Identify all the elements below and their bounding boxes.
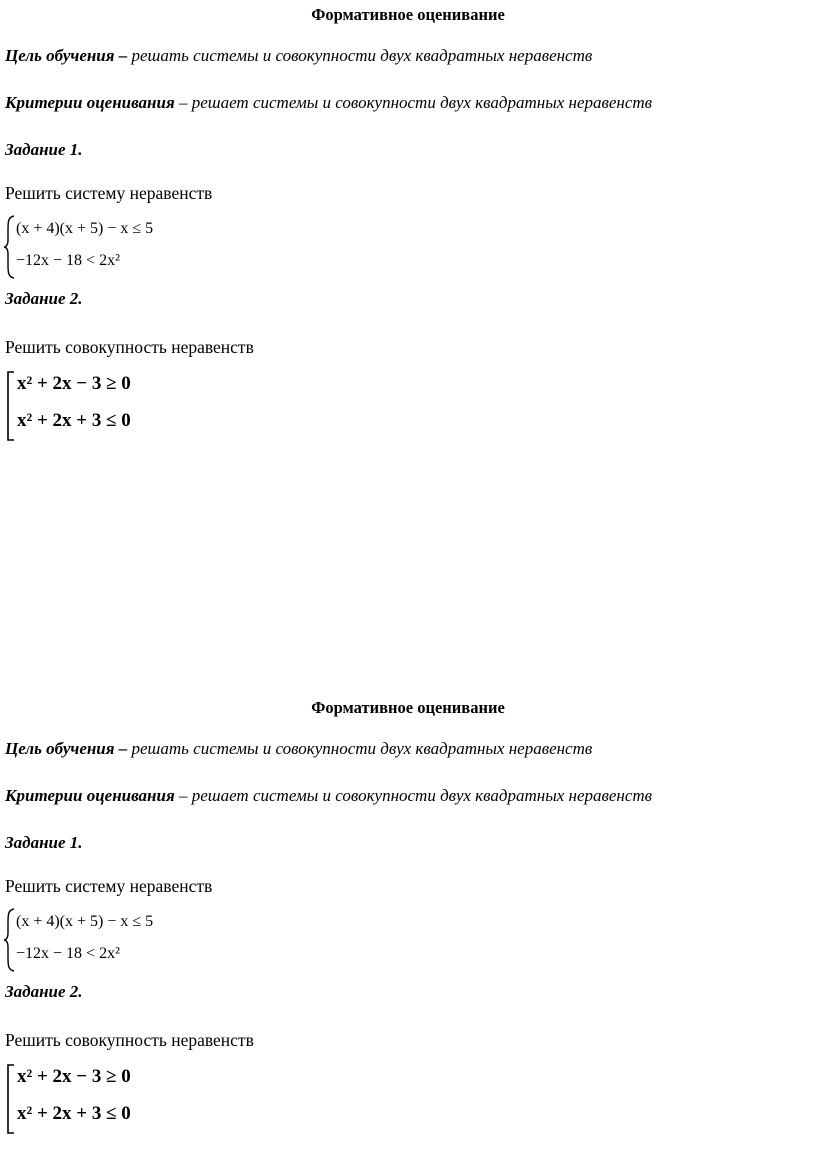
criteria-text: – решает системы и совокупности двух квадратных неравенств	[174, 786, 653, 805]
task-2-heading: Задание 2.	[5, 289, 83, 308]
square-bracket-icon	[3, 370, 17, 442]
learning-goal	[5, 46, 592, 66]
section-title: Формативное оценивание	[311, 5, 505, 24]
task-2-heading: Задание 2.	[5, 982, 83, 1001]
criteria-text: – решает системы и совокупности двух квадратных неравенств	[174, 93, 653, 112]
square-bracket-icon	[3, 1063, 17, 1135]
set-inequality-1: x² + 2x − 3 ≥ 0	[17, 1066, 131, 1087]
criteria-label: Критерии оценивания	[5, 786, 175, 805]
criteria-label: Критерии оценивания	[5, 93, 175, 112]
curly-brace-icon	[3, 214, 17, 280]
goal-text: решать системы и совокупности двух квадратных неравенств	[127, 46, 593, 65]
system-inequality-1: (x + 4)(x + 5) − x ≤ 5	[16, 220, 154, 237]
task-1-heading: Задание 1.	[5, 140, 83, 159]
system-inequality-1: (x + 4)(x + 5) − x ≤ 5	[16, 913, 154, 930]
task-2-instruction: Решить совокупность неравенств	[5, 1030, 254, 1050]
assessment-criteria	[5, 93, 652, 113]
system-inequality-2: −12x − 18 < 2x²	[16, 252, 120, 269]
inequality-system	[3, 214, 203, 280]
assessment-criteria	[5, 786, 652, 806]
section-title: Формативное оценивание	[311, 698, 505, 717]
task-1-instruction: Решить систему неравенств	[5, 876, 213, 896]
goal-label: Цель обучения –	[5, 46, 128, 65]
inequality-set	[3, 370, 203, 442]
curly-brace-icon	[3, 907, 17, 973]
task-2-instruction: Решить совокупность неравенств	[5, 337, 254, 357]
set-inequality-1: x² + 2x − 3 ≥ 0	[17, 373, 131, 394]
goal-text: решать системы и совокупности двух квадратных неравенств	[127, 739, 593, 758]
set-inequality-2: x² + 2x + 3 ≤ 0	[17, 1103, 131, 1124]
inequality-system	[3, 907, 203, 973]
system-inequality-2: −12x − 18 < 2x²	[16, 945, 120, 962]
goal-label: Цель обучения –	[5, 739, 128, 758]
task-1-heading: Задание 1.	[5, 833, 83, 852]
task-1-instruction: Решить систему неравенств	[5, 183, 213, 203]
inequality-set	[3, 1063, 203, 1135]
assessment-section-2	[0, 693, 816, 1153]
learning-goal	[5, 739, 592, 759]
assessment-section-1	[0, 0, 816, 460]
set-inequality-2: x² + 2x + 3 ≤ 0	[17, 410, 131, 431]
